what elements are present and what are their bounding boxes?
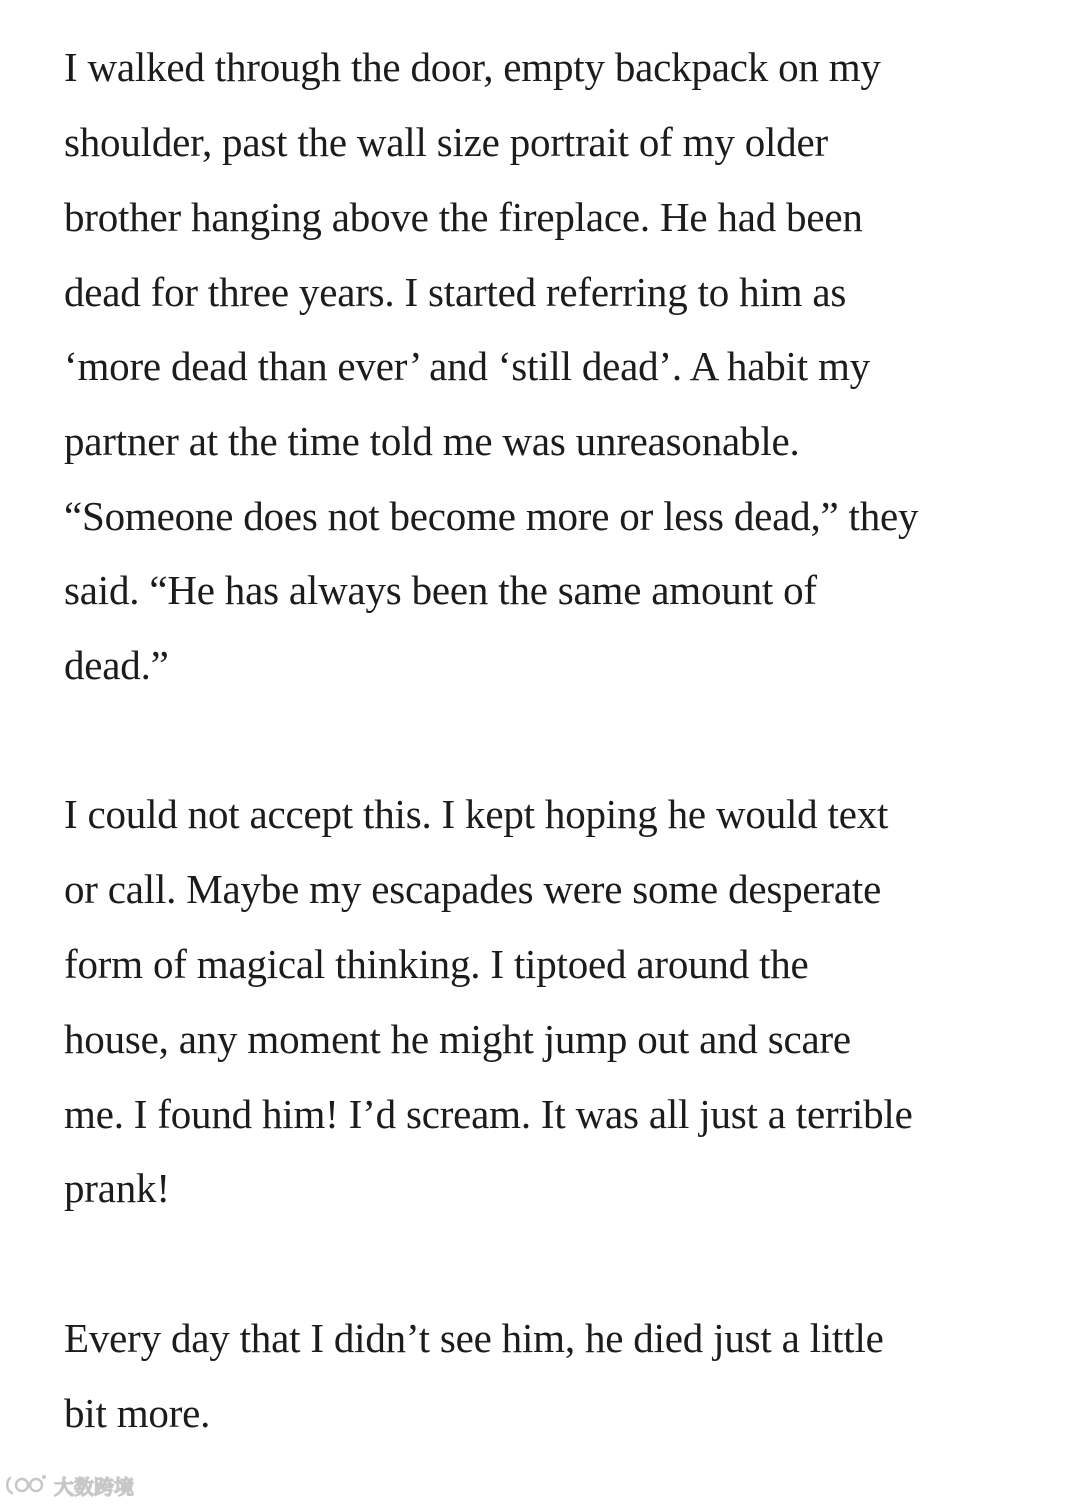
text-line: ‘more dead than ever’ and ‘still dead’. A habit my	[64, 343, 870, 389]
text-line: form of magical thinking. I tiptoed around the	[64, 941, 809, 987]
text-line: brother hanging above the fireplace. He had been	[64, 194, 863, 240]
text-line: said. “He has always been the same amount of	[64, 567, 817, 613]
text-line: me. I found him! I’d scream. It was all just a terrible	[64, 1091, 913, 1137]
text-line: or call. Maybe my escapades were some desperate	[64, 866, 882, 912]
text-line: partner at the time told me was unreasonable.	[64, 418, 800, 464]
text-line: dead for three years. I started referring to him as	[64, 269, 847, 315]
text-line: Every day that I didn’t see him, he died just a little	[64, 1315, 884, 1361]
text-line: house, any moment he might jump out and scare	[64, 1016, 851, 1062]
text-line: dead.”	[64, 642, 169, 688]
text-line: “Someone does not become more or less dead,” they	[64, 493, 919, 539]
text-line: I walked through the door, empty backpack on my	[64, 44, 881, 90]
brand-logo-icon	[4, 1472, 50, 1498]
text-line: bit more.	[64, 1390, 211, 1436]
text-line: prank!	[64, 1165, 170, 1211]
text-line: I could not accept this. I kept hoping he would text	[64, 791, 889, 837]
watermark-text: 大数跨境	[54, 1474, 134, 1499]
text-line: shoulder, past the wall size portrait of my older	[64, 119, 828, 165]
watermark	[4, 1470, 134, 1500]
